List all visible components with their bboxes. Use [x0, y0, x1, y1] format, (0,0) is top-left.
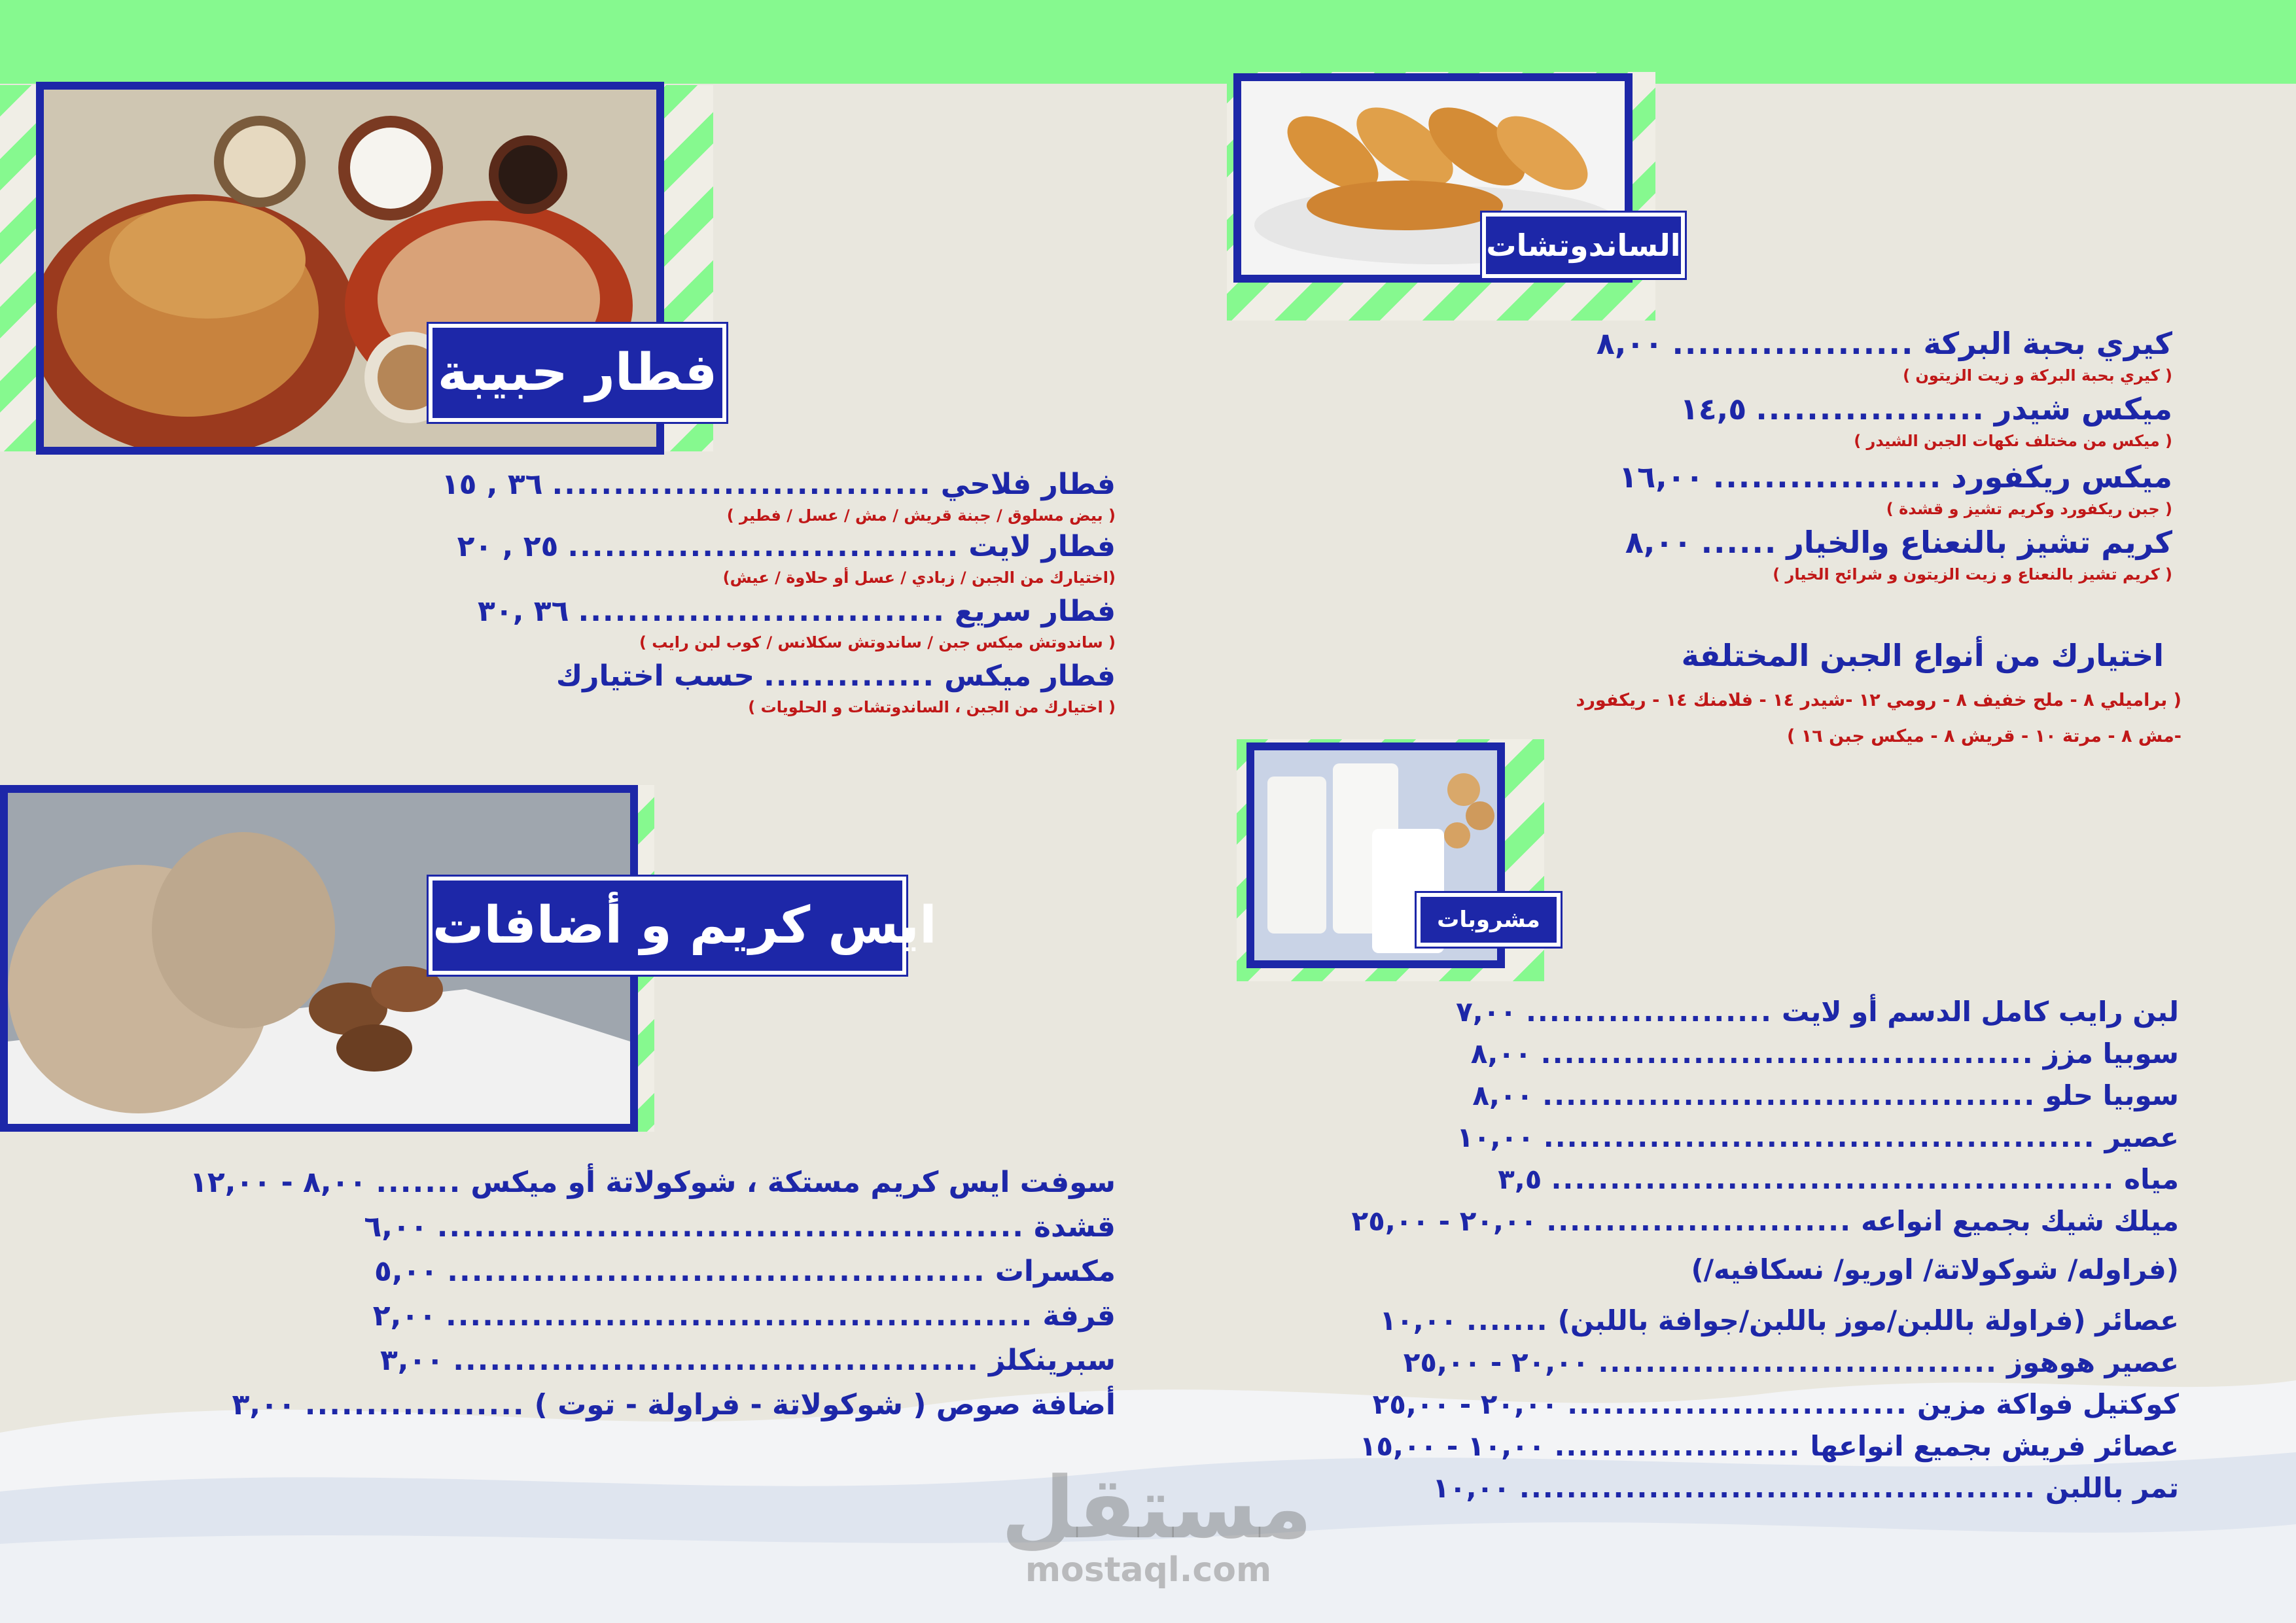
item-dots: .............................. [578, 595, 945, 628]
item-name: تمر باللبن [2045, 1472, 2179, 1504]
item-price: ٢٥ , ٢٠ [457, 530, 559, 563]
menu-item [196, 1344, 1116, 1388]
item-price: ١٦,٠٠ [1619, 459, 1704, 495]
menu-item [1302, 1472, 2179, 1514]
item-name: ميلك شيك بجميع انواعه [1861, 1205, 2179, 1237]
item-name: لبن رايب كامل الدسم أو لايت [1782, 996, 2179, 1028]
item-name: سوفت ايس كريم مستكة ، شوكولاتة أو ميكس [470, 1166, 1116, 1199]
item-price: ١٤,٥ [1680, 391, 1747, 427]
menu-item [1302, 1038, 2179, 1079]
item-description: ( ميكس من مختلف نكهات الجبن الشيدر ) [1854, 432, 2172, 450]
item-dots: ............................. [1567, 1388, 1908, 1420]
item-name: كوكتيل فواكة مزين [1916, 1388, 2179, 1420]
item-dots: ............................................ [447, 1255, 986, 1288]
item-dots: ....... [376, 1166, 462, 1199]
item-dots: ................................................ [1551, 1163, 2115, 1195]
menu-item [196, 1299, 1116, 1344]
menu-item [457, 530, 1116, 563]
item-name: سوبيا مزز [2043, 1038, 2179, 1070]
item-dots: .............. [764, 659, 936, 693]
cheese-choice-line1: ( براميلي ٨ - ملح خفيف ٨ - رومي ١٢ -شيدر ١٤ - فلامنك ١٤ - ريكفورد [1576, 690, 2181, 710]
item-price: ٢٠,٠٠ - ٢٥,٠٠ [1372, 1388, 1559, 1420]
item-dots: ............................................... [1543, 1121, 2096, 1153]
item-price: ٨,٠٠ [1472, 1079, 1534, 1111]
menu-item [196, 1388, 1116, 1433]
drinks-menu [1302, 996, 2179, 1514]
item-dots: .......................................... [1540, 1038, 2034, 1070]
item-description: ( ساندوتش ميكس جبن / ساندوتش سكلانس / كوب لبن رايب ) [639, 633, 1116, 652]
item-dots: ...... [1701, 525, 1778, 560]
item-dots: .................. [1712, 459, 1943, 495]
item-name: كريم تشيز بالنعناع والخيار [1786, 525, 2172, 560]
menu-item [1302, 1079, 2179, 1121]
menu-item [1302, 996, 2179, 1038]
item-dots: ............................................ [1519, 1472, 2036, 1504]
item-dots: ................... [1672, 326, 1915, 361]
item-price: ٢,٠٠ [372, 1299, 436, 1333]
menu-item [190, 1166, 1116, 1210]
item-dots: ................................................ [446, 1299, 1034, 1333]
item-price: ٨,٠٠ - ١٢,٠٠ [190, 1166, 367, 1199]
item-price: ٢٠,٠٠ - ٢٥,٠٠ [1403, 1346, 1589, 1378]
item-dots: .................. [304, 1388, 525, 1422]
breakfast-menu [441, 468, 1116, 716]
item-name: سوبيا حلو [2045, 1079, 2179, 1111]
menu-item [1577, 459, 2172, 495]
item-price: ٧,٠٠ [1456, 996, 1517, 1028]
item-price: ١٠,٠٠ [1379, 1304, 1457, 1336]
item-price: ١٠,٠٠ - ١٥,٠٠ [1359, 1430, 1545, 1462]
menu-item [1302, 1247, 2179, 1304]
item-name: مكسرات [995, 1255, 1116, 1288]
drinks-title-banner: مشروبات [1417, 893, 1561, 947]
item-dots: .................. [1756, 391, 1985, 427]
menu-item [1577, 391, 2172, 427]
item-dots: .......................... [1546, 1205, 1852, 1237]
item-name: مياه [2124, 1163, 2179, 1195]
item-dots: ..................... [1554, 1430, 1801, 1462]
item-description: ( كيري بحبة البركة و زيت الزيتون ) [1903, 366, 2172, 385]
item-dots: ..................... [1525, 996, 1773, 1028]
menu-item [1302, 1346, 2179, 1388]
item-name: قشدة [1034, 1210, 1116, 1244]
cheese-choice-line2: -مش ٨ - مرتة ١٠ - قريش ٨ - ميكس جبن ١٦ ) [1787, 726, 2181, 746]
item-name: عصير [2104, 1121, 2179, 1153]
item-name: كيري بحبة البركة [1923, 326, 2172, 361]
menu-item [1577, 525, 2172, 560]
menu-item [1302, 1163, 2179, 1205]
item-name: أضافة صوص ( شوكولاتة - فراولة - توت ) [534, 1388, 1116, 1422]
item-name: ميكس شيدر [1994, 391, 2172, 427]
item-dots: .......................................... [1542, 1079, 2036, 1111]
item-price: ٣,٥ [1498, 1163, 1542, 1195]
item-price: ٣,٠٠ [380, 1344, 444, 1377]
item-name: عصائر فريش بجميع انواعها [1810, 1430, 2179, 1462]
item-price: ٣٦ , ١٥ [441, 468, 543, 501]
item-description: (اختيارك من الجبن / زبادي / عسل أو حلاوة / عيش) [722, 568, 1116, 587]
menu-item [1302, 1430, 2179, 1472]
breakfast-title-banner: فطار حبيبة [429, 324, 726, 422]
item-price: ٨,٠٠ [1470, 1038, 1532, 1070]
item-description: ( بيض مسلوق / جبنة قريش / مش / عسل / فطير ) [726, 506, 1116, 525]
cheese-choice-title: اختيارك من أنواع الجبن المختلفة [1681, 638, 2164, 673]
menu-item [1302, 1388, 2179, 1430]
item-name: فطار سريع [954, 595, 1116, 628]
item-name: عصير هوهوز [2006, 1346, 2179, 1378]
item-name: فطار فلاحي [940, 468, 1116, 501]
item-name: قرفة [1042, 1299, 1116, 1333]
item-price: ١٠,٠٠ [1432, 1472, 1510, 1504]
item-name: فطار لايت [968, 530, 1116, 563]
menu-item [1577, 326, 2172, 361]
item-dots: ....... [1466, 1304, 1549, 1336]
menu-item [478, 595, 1116, 628]
item-description: ( اختيارك من الجبن ، الساندوتشات و الحلويات ) [748, 698, 1116, 716]
menu-item [1302, 1205, 2179, 1247]
item-price: ٥,٠٠ [374, 1255, 438, 1288]
sandwiches-title-banner: الساندوتشات [1482, 213, 1685, 278]
item-dots: ................................ [567, 530, 960, 563]
item-name: عصائر (فراولة باللبن/موز باللبن/جوافة باللبن) [1557, 1304, 2179, 1336]
menu-item [1302, 1304, 2179, 1346]
watermark-latin: mostaql.com [1025, 1550, 1272, 1590]
item-name: فطار ميكس [944, 659, 1116, 693]
item-description: ( جبن ريكفورد وكريم تشيز و قشدة ) [1886, 500, 2172, 518]
menu-item [196, 1210, 1116, 1255]
item-price: ٢٠,٠٠ - ٢٥,٠٠ [1351, 1205, 1538, 1237]
item-price: ٨,٠٠ [1596, 326, 1663, 361]
item-name: (فراوله/ شوكولاتة/ اوريو/ نسكافيه/) [1691, 1253, 2179, 1285]
menu-item [196, 1255, 1116, 1299]
item-dots: .................................. [1598, 1346, 1998, 1378]
item-dots: ................................................ [436, 1210, 1025, 1244]
item-price: حسب اختيارك [556, 659, 755, 693]
item-price: ٣٦ ,٣٠ [478, 595, 569, 628]
menu-item [1302, 1121, 2179, 1163]
top-green-band [0, 0, 2296, 84]
icecream-title-banner: ايس كريم و أضافات [429, 877, 906, 975]
item-name: سبرينكلز [988, 1344, 1116, 1377]
item-dots: ............................... [552, 468, 932, 501]
item-price: ٦,٠٠ [364, 1210, 428, 1244]
item-dots: ........................................... [453, 1344, 980, 1377]
watermark-arabic: مستقل [1001, 1458, 1313, 1558]
menu-item [517, 659, 1116, 693]
item-price: ١٠,٠٠ [1457, 1121, 1534, 1153]
menu-item [441, 468, 1116, 501]
icecream-menu [190, 1166, 1116, 1433]
sandwiches-menu [1577, 326, 2172, 584]
item-price: ٨,٠٠ [1625, 525, 1692, 560]
item-name: ميكس ريكفورد [1951, 459, 2172, 495]
item-description: ( كريم تشيز بالنعناع و زيت الزيتون و شرائح الخيار ) [1773, 565, 2172, 584]
item-price: ٣,٠٠ [232, 1388, 296, 1422]
